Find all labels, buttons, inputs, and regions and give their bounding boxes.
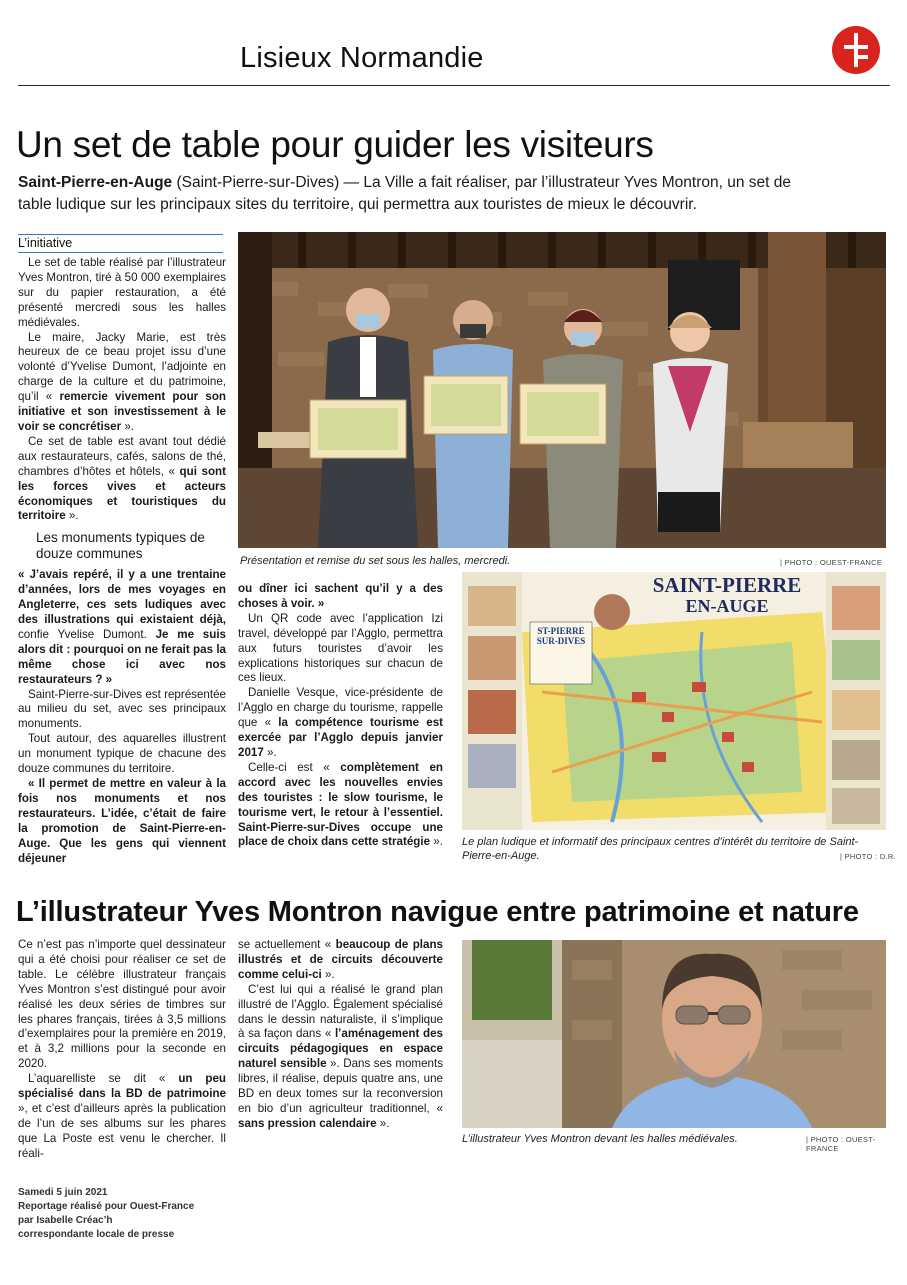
presentation-photo [238,232,886,548]
article-lede [18,172,808,216]
ouest-france-logo-icon [832,26,880,74]
paragraph: « J’avais repéré, il y a une trentaine d’années, lors de mes voyages en Angleterre, ces sets ludiques avec des illustrations qui existaient déjà, confie Yvelise Dumont. Je me suis alors dit : pourquoi on ne ferait pas la même chose ici avec nos restaurateurs ? » [18,568,226,686]
map-title-1: SAINT-PIERRE [652,573,802,597]
portrait-photo [462,940,886,1128]
footer-author: par Isabelle Créac’h [18,1215,113,1226]
section-title: Lisieux Normandie [240,42,484,74]
kicker-label: L’initiative [18,234,223,253]
photo-caption: Présentation et remise du set sous les halles, mercredi. [240,555,511,567]
article2-column-2 [238,938,443,1132]
paragraph: se actuellement « beaucoup de plans illustrés et de circuits découverte comme celui-ci ». [238,938,444,981]
article-headline: Un set de table pour guider les visiteurs [16,124,654,165]
paragraph: Ce set de table est avant tout dédié aux restaurateurs, cafés, salons de thé, chambres d’hôtes et hôtels, « qui sont les forces vives et acteurs économiques et touristiques du territoire ». [18,434,226,523]
footer-credits [18,1186,194,1242]
lede-text: (Saint-Pierre-sur-Dives) — La Ville a fait réaliser, par l’illustrateur Yves Montron, un set de table ludique sur les principaux sites du territoire, qui permettra aux touristes de mieux le découvrir. [18,174,791,213]
map-caption: Le plan ludique et informatif des principaux centres d’intérêt du territoire de Saint-Pierre-en-Auge. [462,836,859,862]
article2-headline: L’illustrateur Yves Montron navigue entre patrimoine et nature [16,896,859,928]
paragraph: ou dîner ici sachent qu’il y a des choses à voir. » [238,582,443,610]
paragraph: L’aquarelliste se dit « un peu spécialisé dans la BD de patrimoine », et c’est d’ailleurs après la publication de l’un de ses albums sur les phares que La Poste est venu le chercher. Il réali- [18,1072,227,1160]
article1-column-1 [18,256,226,866]
article2-column-1 [18,938,226,1162]
map-inset-title-2: SUR-DIVES [536,636,586,646]
paragraph: Danielle Vesque, vice-présidente de l’Agglo en charge du tourisme, rappelle que « la compétence tourisme est exercée par l’Agglo depuis janvier 2017 ». [238,686,443,759]
map-title-2: EN-AUGE [685,596,769,616]
paragraph: Saint-Pierre-sur-Dives est représentée au milieu du set, avec ses principaux monuments. [18,687,226,731]
subheading: Les monuments typiques de douze communes [36,530,205,562]
portrait-caption: L’illustrateur Yves Montron devant les halles médiévales. [462,1133,738,1145]
paragraph: Celle-ci est « complètement en accord avec les nouvelles envies des touristes : le slow tourisme, le tourisme vert, le retour à l’essentiel. Saint-Pierre-sur-Dives occupe une place de choix dans cette stratégie ». [238,760,443,849]
photo-credit: | PHOTO : OUEST-FRANCE [780,558,883,567]
paragraph: Le maire, Jacky Marie, est très heureux de ce beau projet issu d’une volonté d’Yvelise Dumont, l’adjointe en charge de la culture et du patrimoine, qu’il « remercie vivement pour son initiative et son investissement à le voir se concrétiser ». [18,330,226,433]
paragraph: Tout autour, des aquarelles illustrent un monument typique de chacune des douze communes du territoire. [18,732,226,776]
footer-line: correspondante locale de presse [18,1229,175,1240]
illustrated-map-photo [462,572,886,830]
paragraph: « Il permet de mettre en valeur à la fois nos monuments et nos restaurateurs. L’idée, c’était de faire la promotion de Saint-Pierre-en-Auge. Que les gens qui viennent déjeuner [18,777,226,865]
masthead [18,20,890,86]
map-inset-title-1: ST-PIERRE [537,626,585,636]
paragraph: Un QR code avec l’application Izi travel, développé par l’Agglo, permettra aux futurs touristes d’avoir les explications historiques sur chacun de ces lieux. [238,611,443,685]
footer-date: Samedi 5 juin 2021 [18,1187,108,1198]
article1-column-2 [238,582,443,850]
map-credit: | PHOTO : D.R. [840,852,897,861]
paragraph: Ce n’est pas n’importe quel dessinateur qui a été choisi pour réaliser ce set de table. Le célèbre illustrateur français Yves Montron s’est distingué pour avoir réalisé les deux séries de timbres sur les phares français, tirées à 3,5 millions d’exemplaires pour la première en 2019, et à 3,2 millions pour la seconde en 2020. [18,938,226,1071]
portrait-credit: | PHOTO : OUEST-FRANCE [806,1135,876,1153]
paragraph: C’est lui qui a réalisé le grand plan illustré de l’Agglo. Également spécialisé dans le dessin naturaliste, il s’implique à sa façon dans « l’aménagement des circuits pédagogiques en espace naturel sensible ». Dans ses moments libres, il réalise, depuis quatre ans, une BD en deux tomes sur la reconversion en bio d’un agriculteur traditionnel, « sans pression calendaire ». [238,982,443,1130]
lede-place: Saint-Pierre-en-Auge [18,174,173,191]
footer-line: Reportage réalisé pour Ouest-France [18,1201,195,1212]
paragraph: Le set de table réalisé par l’illustrateur Yves Montron, tiré à 50 000 exemplaires sur du papier restauration, a été présenté mercredi sous les halles médiévales. [18,256,226,329]
